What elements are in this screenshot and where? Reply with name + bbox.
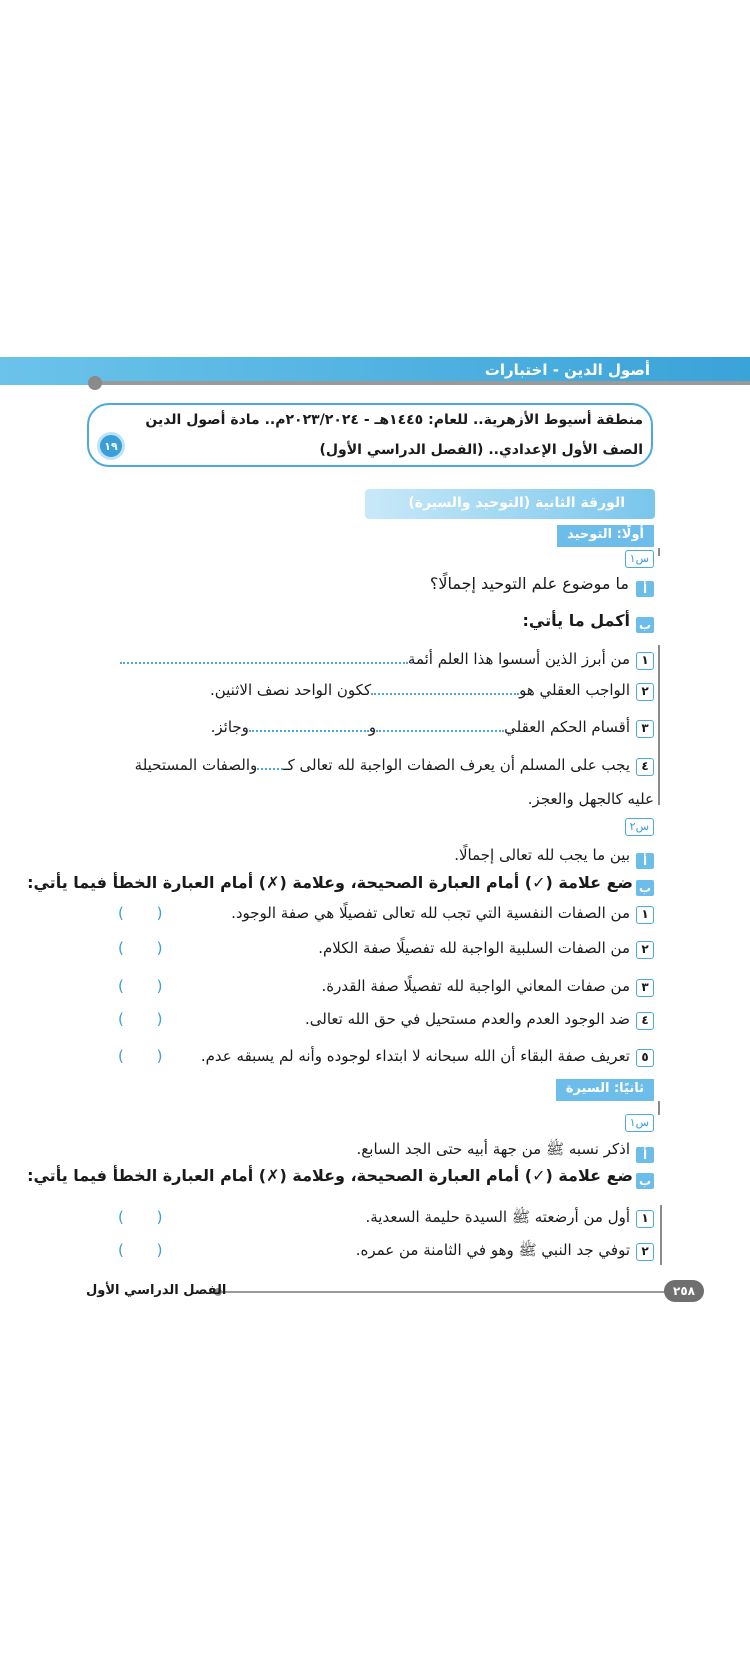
q1-item-4 (135, 756, 630, 774)
q2-item-3: من صفات المعاني الواجبة لله تفصيلًا صفة القدرة. (321, 977, 630, 995)
q2-item-number: ٣ (636, 979, 654, 997)
seerah-item-2: توفي جد النبي ﷺ وهو في الثامنة من عمره. (355, 1241, 630, 1259)
letter-b: ب (636, 1173, 654, 1189)
header-dot (88, 376, 102, 390)
answer-parens[interactable]: ( ) (118, 977, 163, 995)
seerah-items-bar (660, 1205, 662, 1265)
answer-blank (376, 730, 504, 732)
exam-number-badge: ١٩ (97, 432, 125, 460)
q2-item-number: ٢ (636, 941, 654, 959)
divider-bar (658, 1101, 660, 1115)
q1-item-1 (120, 650, 630, 668)
q2-a-text: بين ما يجب لله تعالى إجمالًا. (454, 846, 630, 864)
answer-parens[interactable]: ( ) (118, 1208, 163, 1226)
q1-item-number: ٢ (636, 683, 654, 701)
exam-grade-line: الصف الأول الإعدادي.. (الفصل الدراسي الأول) (319, 442, 643, 458)
q1-item-2 (210, 681, 630, 699)
section-seerah: ثانيًا: السيرة (556, 1079, 654, 1101)
header-title: أصول الدين - اختبارات (484, 361, 650, 379)
q1-item-4-after: والصفات المستحيلة (134, 756, 258, 774)
q1-item-4-text: يجب على المسلم أن يعرف الصفات الواجبة لله تعالى كـ (283, 756, 630, 774)
answer-parens[interactable]: ( ) (118, 1241, 163, 1259)
exam-info-box (87, 403, 653, 467)
answer-blank (120, 662, 408, 664)
answer-parens[interactable]: ( ) (118, 939, 163, 957)
q2-item-number: ٥ (636, 1049, 654, 1067)
exam-region-line: منطقة أسيوط الأزهرية.. للعام: ١٤٤٥هـ - ٢٠٢٣/٢٠٢٤م.. مادة أصول الدين (145, 412, 643, 428)
paper-title: الورقة الثانية (التوحيد والسيرة) (408, 495, 625, 511)
letter-b: ب (636, 617, 654, 633)
answer-blank (257, 768, 283, 770)
footer-divider (218, 1291, 666, 1293)
q1-item-1-text: من أبرز الذين أسسوا هذا العلم أئمة (407, 650, 630, 668)
letter-b: ب (636, 880, 654, 896)
q1-b-text: أكمل ما يأتي: (522, 611, 630, 630)
q2-item-number: ٤ (636, 1012, 654, 1030)
q1-item-3-text: أقسام الحكم العقلي (504, 718, 630, 736)
q1-item-number: ٤ (636, 758, 654, 776)
letter-a: أ (636, 1147, 654, 1163)
q2-item-4: ضد الوجود العدم والعدم مستحيل في حق الله تعالى. (305, 1010, 630, 1028)
q1-item-2-after: ككون الواحد نصف الاثنين. (209, 681, 372, 699)
q1-item-3-after: وجائز. (210, 718, 249, 736)
letter-a: أ (636, 853, 654, 869)
letter-a: أ (636, 581, 654, 597)
question-tag-seerah-q1: س١ (625, 1114, 654, 1132)
answer-parens[interactable]: ( ) (118, 904, 163, 922)
q1-item-number: ١ (636, 652, 654, 670)
page-number: ٢٥٨ (664, 1280, 704, 1302)
q1-item-number: ٣ (636, 720, 654, 738)
q2-item-number: ١ (636, 906, 654, 924)
question-tag-q2: س٢ (625, 818, 654, 836)
seerah-b-text: ضع علامة (✓) أمام العبارة الصحيحة، وعلامة (✗) أمام العبارة الخطأ فيما يأتي: (27, 1166, 633, 1185)
q1-item-4-line2: عليه كالجهل والعجز. (527, 790, 654, 808)
question-tag-q1: س١ (625, 550, 654, 568)
answer-blank (371, 693, 519, 695)
section-tawheed: أولًا: التوحيد (557, 525, 654, 547)
q2-b-text: ضع علامة (✓) أمام العبارة الصحيحة، وعلامة (✗) أمام العبارة الخطأ فيما يأتي: (27, 873, 633, 892)
q2-item-1: من الصفات النفسية التي تجب لله تعالى تفصيلًا هي صفة الوجود. (231, 904, 630, 922)
q1-items-bar (658, 645, 660, 805)
seerah-item-number: ١ (636, 1210, 654, 1228)
q1-item-3-mid: و (368, 718, 377, 736)
seerah-item-1: أول من أرضعته ﷺ السيدة حليمة السعدية. (365, 1208, 630, 1226)
q2-item-2: من الصفات السلبية الواجبة لله تفصيلًا صفة الكلام. (318, 939, 630, 957)
q1-item-3 (211, 718, 630, 736)
seerah-item-number: ٢ (636, 1243, 654, 1261)
answer-parens[interactable]: ( ) (118, 1010, 163, 1028)
header-divider (96, 381, 750, 385)
seerah-a-text: اذكر نسبه ﷺ من جهة أبيه حتى الجد السابع. (356, 1140, 630, 1158)
divider-bar (658, 548, 660, 556)
q1-a-text: ما موضوع علم التوحيد إجمالًا؟ (429, 574, 629, 593)
footer-label: الفصل الدراسي الأول (86, 1283, 227, 1298)
q1-item-2-text: الواجب العقلي هو (519, 681, 630, 699)
answer-blank (249, 730, 369, 732)
paper-title-banner (365, 489, 655, 519)
answer-parens[interactable]: ( ) (118, 1047, 163, 1065)
q2-item-5: تعريف صفة البقاء أن الله سبحانه لا ابتداء لوجوده وأنه لم يسبقه عدم. (200, 1047, 630, 1065)
